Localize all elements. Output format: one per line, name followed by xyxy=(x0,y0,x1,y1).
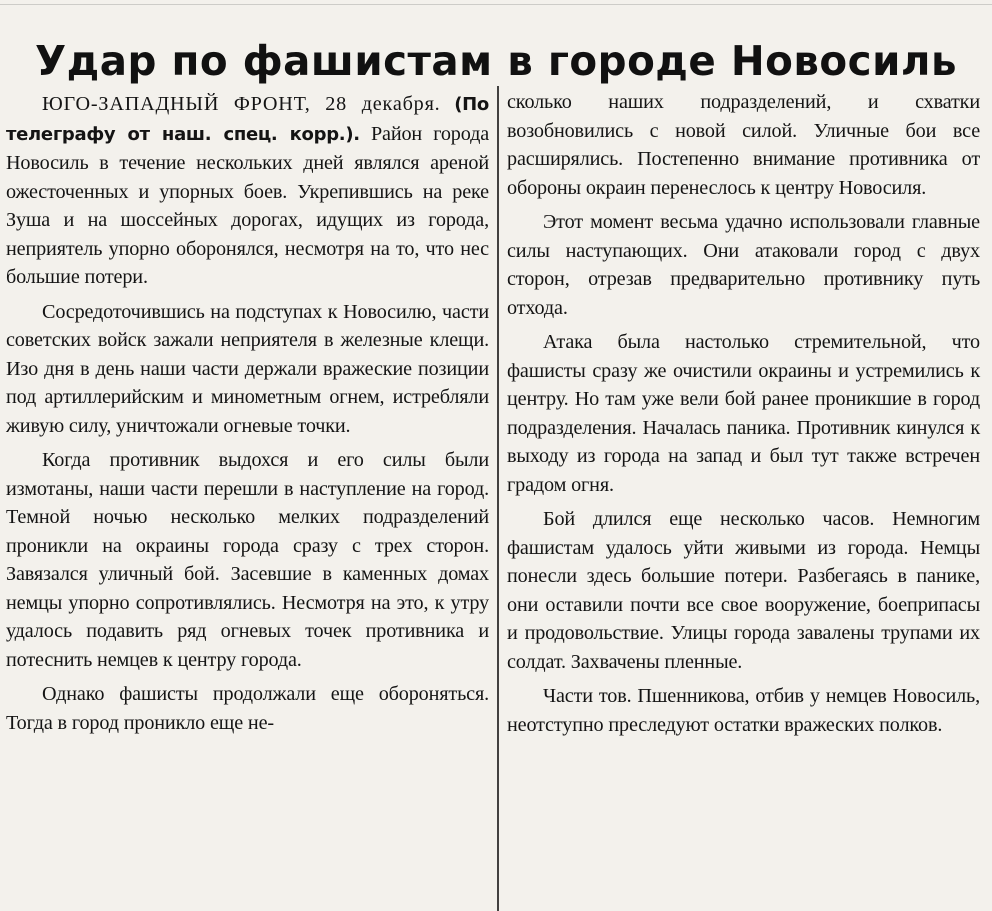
article-paragraph: Бой длился еще несколько часов. Немногим фашистам удалось уйти живыми из города. Немцы понесли здесь большие потери. Разбегаясь в панике, они оставили почти все свое вооружение, боеприпасы и продовольствие. Улицы города завалены трупами их солдат. Захвачены пленные. xyxy=(507,508,980,673)
article-paragraph: Когда противник выдохся и его силы были измотаны, наши части перешли в наступление на город. Темной ночью несколько мелких подразделений проникли на окраины города сразу с трех сторон. Завязался уличный бой. Засевшие в каменных домах немцы упорно сопротивлялись. Несмотря на это, к утру удалось подавить ряд огневых точек противника и потеснить немцев к центру города. xyxy=(6,449,489,671)
article-dateline: ЮГО-ЗАПАДНЫЙ ФРОНТ, 28 декабря. xyxy=(42,93,441,115)
article-paragraph: Атака была настолько стремительной, что фашисты сразу же очистили окраины и устремились к центру. Но там уже вели бой ранее проникшие в город подразделения. Началась паника. Противник кинулся к выходу из города на запад и был тут также встречен градом огня. xyxy=(507,331,980,496)
article-headline: Удар по фашистам в городе Новосиль xyxy=(35,37,957,86)
article-paragraph: сколько наших подразделений, и схватки возобновились с новой силой. Уличные бои все расширялись. Постепенно внимание противника от обороны окраин перенеслось к центру Новосиля. xyxy=(507,91,980,199)
article-source: (По телеграфу от наш. спец. корр.). xyxy=(6,94,489,145)
article-paragraph: Сосредоточившись на подступах к Новосилю, части советских войск зажали неприятеля в железные клещи. Изо дня в день наши части держали вражеские позиции под артиллерийским и минометным огнем, истребляли живую силу, уничтожали огневые точки. xyxy=(6,300,489,437)
article-column-right xyxy=(507,88,980,745)
article-paragraph: Район города Новосиль в течение нескольких дней являлся ареной ожесточенных и упорных боев. Укрепившись на реке Зуша и на шоссейных дорогах, идущих из города, неприятель упорно оборонялся, несмотря на то, что нес большие потери. xyxy=(6,122,490,288)
article-column-left xyxy=(6,90,489,743)
article-paragraph: Однако фашисты продолжали еще обороняться. Тогда в город проникло еще не- xyxy=(6,683,489,734)
column-divider xyxy=(497,86,499,911)
top-rule xyxy=(0,4,992,5)
article-paragraph: Этот момент весьма удачно использовали главные силы наступающих. Они атаковали город с двух сторон, отрезав предварительно противнику путь отхода. xyxy=(507,211,980,319)
article-lead-paragraph xyxy=(6,90,489,292)
article-paragraph: Части тов. Пшенникова, отбив у немцев Новосиль, неотступно преследуют остатки вражеских полков. xyxy=(507,685,980,736)
